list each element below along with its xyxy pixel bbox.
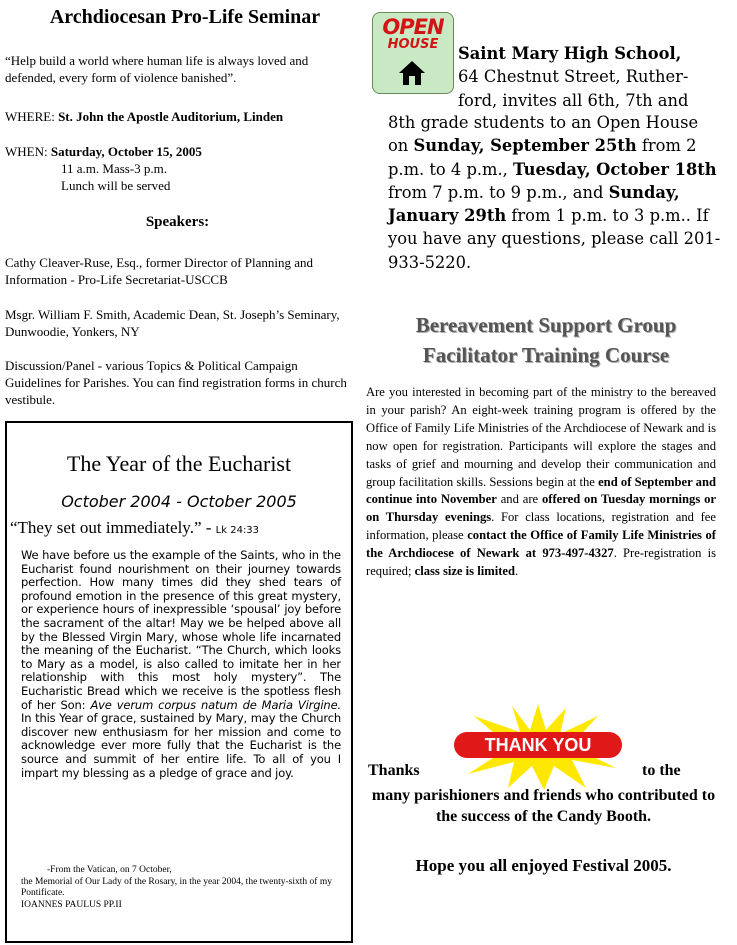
ber-bold-2: offered on Tuesday mornings or on Thursday evenings — [366, 492, 716, 525]
eucharist-quote — [10, 518, 350, 538]
seminar-when — [5, 143, 350, 194]
body-part-1: We have before us the example of the Saints, who in the Eucharist found nourishment on their journey towards perfection. How many times did they shed tears of profound emotion in the presence of this great mystery, or experience hours of inexpressible ‘spousal’ joy before the sacrament of the altar! May we be helped above all by the Blessed Virgin Mary, whose whole life incarnated the meaning of the Eucharist. “The Church, which looks to Mary as a model, is also called to imitate her in her relationship with this most holy mystery”. The Eucharistic Bread which we receive is the spotless flesh of her Son: — [21, 548, 341, 712]
ber-text-5: . — [515, 564, 519, 579]
eucharist-title: The Year of the Eucharist — [66, 451, 292, 476]
when-label: WHEN: — [5, 144, 51, 159]
festival-message: Hope you all enjoyed Festival 2005. — [415, 856, 672, 875]
ber-bold-3: contact the Office of Family Life Ministries of the Archdiocese of Newark at 973-497-4327 — [366, 528, 717, 561]
thank-you-banner-text: THANK YOU — [484, 735, 592, 755]
sign-line-3: IOANNES PAULUS PP.II — [21, 899, 122, 910]
oh-text-c: from 7 p.m. to 9 p.m., and — [388, 182, 609, 202]
discussion-panel: Discussion/Panel - various Topics & Political Campaign Guidelines for Parishes. You can find registration forms in church vestibule. — [5, 358, 347, 407]
ber-bold-1: end of September and continue into November — [366, 474, 716, 507]
eucharist-box — [5, 421, 353, 943]
ber-text-3: . For class locations, registration and fee information, please — [366, 510, 716, 543]
speaker-cleaver-ruse: Cathy Cleaver-Ruse, Esq., former Director of Planning and Information - Pro-Life Secretariat-USCCB — [5, 255, 314, 287]
logo-open-text: OPEN — [382, 15, 444, 39]
thank-you-message: many parishioners and friends who contributed to the success of the Candy Booth. — [371, 787, 716, 825]
bereavement-body — [366, 384, 716, 581]
latin-phrase: Ave verum corpus natum de Maria Virgine. — [90, 697, 342, 712]
when-lunch: Lunch will be served — [61, 178, 171, 193]
thanks-word: Thanks — [368, 762, 420, 779]
address-line-2: ford, invites all 6th, 7th and — [458, 90, 689, 110]
house-icon — [398, 60, 426, 86]
speaker-smith: Msgr. William F. Smith, Academic Dean, St. Joseph’s Seminary, Dunwoodie, Yonkers, NY — [5, 307, 340, 339]
bereavement-title: Bereavement Support Group Facilitator Training Course — [415, 313, 677, 367]
oh-text-a: 8th grade students to an Open House on — [388, 113, 699, 156]
eucharist-signature — [21, 865, 347, 911]
oh-text-d: from 1 p.m. to 3 p.m.. If you have any questions, please call 201-933-5220. — [388, 206, 721, 272]
where-value: St. John the Apostle Auditorium, Linden — [58, 109, 284, 124]
oh-date-1: Sunday, September 25th — [413, 136, 637, 156]
oh-text-b: from 2 p.m. to 4 p.m., — [388, 136, 697, 179]
body-part-2: In this Year of grace, sustained by Mary, may the Church discover new enthusiasm for her mission and come to acknowledge ever more fully that the Eucharist is the source and summit of her entire life. To all of you I impart my blessing as a pledge of grace and joy. — [21, 711, 341, 780]
quote-reference: Lk 24:33 — [215, 525, 260, 536]
open-house-intro — [458, 42, 723, 112]
seminar-title: Archdiocesan Pro-Life Seminar — [49, 6, 321, 28]
open-house-logo — [372, 12, 454, 94]
open-house-text — [388, 111, 723, 274]
address-line-1: 64 Chestnut Street, Ruther- — [458, 67, 689, 87]
ber-text-2: and are — [496, 492, 542, 507]
eucharist-dates: October 2004 - October 2005 — [61, 492, 297, 511]
seminar-where — [5, 108, 350, 125]
oh-date-3: Sunday, January 29th — [388, 182, 680, 226]
ber-text-4: . Pre-registration is required; — [366, 546, 716, 579]
quote-text: “They set out immediately.” - — [10, 518, 216, 537]
eucharist-body — [21, 549, 341, 780]
school-name: Saint Mary High School, — [458, 44, 682, 63]
sign-line-1: -From the Vatican, on 7 October, — [47, 865, 172, 875]
when-value: Saturday, October 15, 2005 — [50, 144, 202, 159]
ber-bold-4: class size is limited — [414, 564, 515, 579]
seminar-quote: “Help build a world where human life is always loved and defended, every form of violence banished”. — [5, 53, 309, 85]
ber-text-1: Are you interested in becoming part of the ministry to the bereaved in your parish? An eight-week training program is offered by the Office of Family Life Ministries of the Archdiocese of Newark and is now open for registration. Participants will explore the stages and tasks of grief and mourning and develop their communication and group facilitation skills. Sessions begin at the — [366, 385, 716, 489]
where-label: WHERE: — [5, 109, 59, 124]
logo-house-text: HOUSE — [387, 37, 439, 52]
to-the-word: to the — [642, 762, 681, 779]
speakers-heading: Speakers: — [145, 214, 210, 230]
oh-date-2: Tuesday, October 18th — [513, 159, 717, 179]
when-mass-time: 11 a.m. Mass-3 p.m. — [61, 161, 168, 176]
thank-you-burst-graphic — [448, 702, 628, 792]
sign-line-2: the Memorial of Our Lady of the Rosary, in the year 2004, the twenty-sixth of my Pontificate. — [21, 876, 332, 898]
